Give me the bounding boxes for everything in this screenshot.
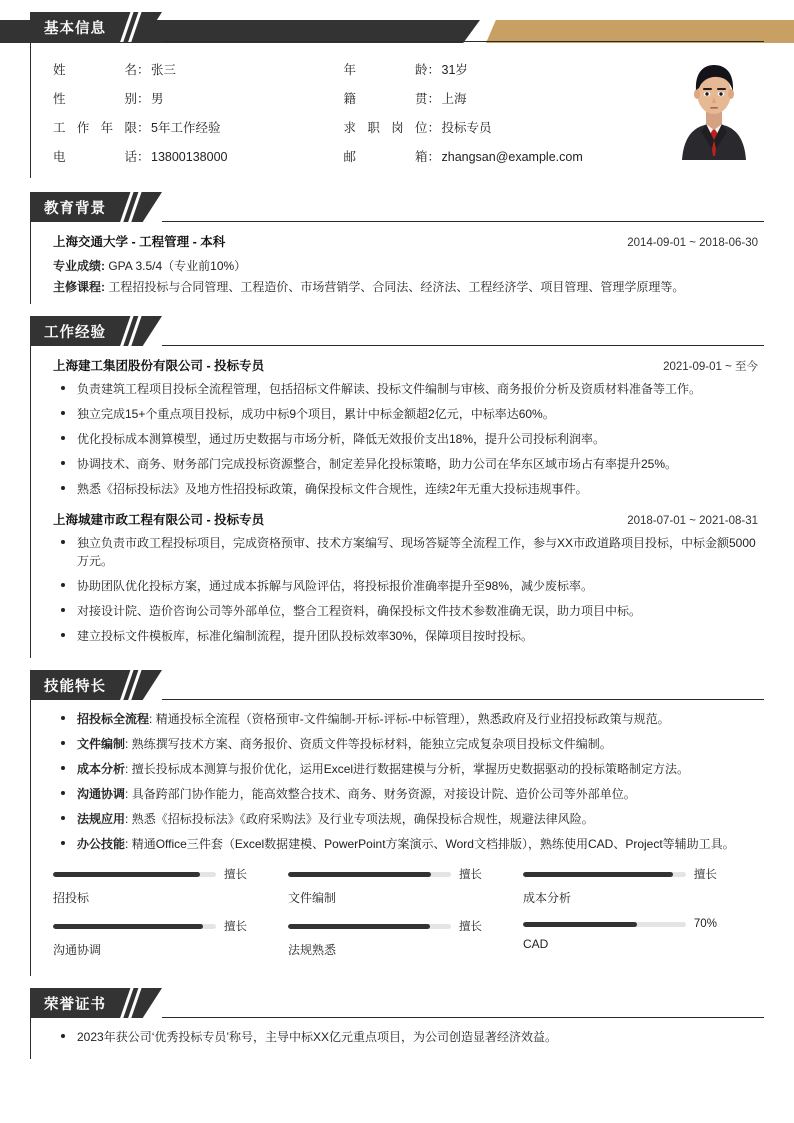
skill-bar-fill bbox=[288, 872, 431, 877]
work-bullet-list bbox=[57, 534, 764, 645]
skill-bar-track bbox=[288, 872, 451, 877]
section-title-skills: 技能特长 bbox=[30, 670, 116, 700]
skill-bar-label: 成本分析 bbox=[522, 891, 571, 905]
skill-bar-track bbox=[523, 922, 686, 927]
list-item: 优化投标成本测算模型，通过历史数据与市场分析，降低无效报价支出18%，提升公司投标利润率。 bbox=[57, 430, 764, 448]
info-row bbox=[344, 143, 635, 172]
info-value-phone: 13800138000 bbox=[151, 150, 228, 164]
skill-bar-fill bbox=[53, 872, 200, 877]
skill-bar-track bbox=[53, 924, 216, 929]
skill-bar-track bbox=[523, 872, 686, 877]
education-courses-label: 主修课程: bbox=[53, 280, 105, 294]
skill-bar-item bbox=[53, 918, 288, 958]
info-row bbox=[53, 114, 344, 143]
skill-name: 招投标全流程 bbox=[77, 712, 150, 726]
skill-bar-row bbox=[53, 866, 254, 882]
list-item: 2023年获公司‘优秀投标专员’称号，主导中标XX亿元重点项目，为公司创造显著经济效益。 bbox=[57, 1028, 764, 1046]
section-title-honors: 荣誉证书 bbox=[30, 988, 116, 1018]
skill-colon: : bbox=[125, 837, 132, 851]
section-rule bbox=[162, 988, 794, 1018]
info-colon: ： bbox=[427, 150, 441, 164]
info-value-experience: 5年工作经验 bbox=[151, 121, 221, 135]
info-label: 工 作 年 限 bbox=[53, 121, 137, 135]
skill-name: 成本分析 bbox=[77, 762, 126, 776]
skill-bar-label: 法规熟悉 bbox=[287, 943, 336, 957]
section-education bbox=[0, 192, 794, 304]
skill-bar-fill bbox=[523, 872, 673, 877]
section-body-education bbox=[30, 222, 764, 304]
section-body-work bbox=[30, 346, 764, 658]
section-header-honors bbox=[30, 988, 794, 1018]
skill-colon: : bbox=[125, 737, 132, 751]
skill-bar-row bbox=[53, 918, 254, 934]
section-rule bbox=[162, 192, 794, 222]
skill-bar-item bbox=[523, 918, 758, 958]
section-body-skills bbox=[30, 700, 764, 976]
work-date: 2021-09-01 ~ 至今 bbox=[663, 361, 758, 373]
info-row bbox=[53, 56, 344, 85]
info-colon: ： bbox=[137, 63, 150, 77]
work-entry bbox=[53, 356, 764, 498]
skill-bar-label: CAD bbox=[522, 937, 549, 951]
info-row bbox=[53, 85, 344, 114]
info-colon: ： bbox=[427, 92, 441, 106]
skill-bar-track bbox=[53, 872, 216, 877]
section-slant-decor-icon bbox=[116, 670, 162, 700]
skill-desc: 精通Office三件套（Excel数据建模、PowerPoint方案演示、Word文档排版），熟练使用CAD、Project等辅助工具。 bbox=[131, 837, 735, 851]
list-item: 熟悉《招标投标法》及地方性招投标政策，确保投标文件合规性，连续2年无重大投标违规事件。 bbox=[57, 480, 764, 498]
work-date: 2018-07-01 ~ 2021-08-31 bbox=[627, 515, 758, 527]
skill-bar-fill bbox=[53, 924, 203, 929]
skill-bar-item bbox=[288, 866, 523, 906]
skill-bar-label: 招投标 bbox=[53, 891, 90, 905]
avatar bbox=[672, 52, 756, 160]
info-value-email: zhangsan@example.com bbox=[441, 150, 583, 164]
info-value-gender: 男 bbox=[151, 92, 164, 106]
list-item bbox=[57, 710, 764, 728]
section-title-basic-info: 基本信息 bbox=[30, 12, 116, 42]
work-entry-header bbox=[53, 356, 764, 374]
section-header-skills bbox=[30, 670, 794, 700]
info-row bbox=[344, 85, 635, 114]
basic-info-grid bbox=[53, 52, 764, 172]
education-courses-value: 工程招投标与合同管理、工程造价、市场营销学、合同法、经济法、工程经济学、项目管理、管理学原理等。 bbox=[108, 280, 685, 294]
work-headline: 上海城建市政工程有限公司 - 投标专员 bbox=[53, 513, 265, 527]
section-skills bbox=[0, 670, 794, 976]
skill-desc: 熟悉《招标投标法》《政府采购法》及行业专项法规，确保投标合规性，规避法律风险。 bbox=[131, 812, 594, 826]
info-value-hometown: 上海 bbox=[441, 92, 467, 106]
section-rule bbox=[162, 670, 794, 700]
section-slant-decor-icon bbox=[116, 192, 162, 222]
list-item bbox=[57, 735, 764, 753]
info-colon: ： bbox=[137, 121, 150, 135]
section-rule bbox=[162, 316, 794, 346]
info-label: 性 别 bbox=[53, 92, 137, 106]
section-slant-decor-icon bbox=[116, 12, 162, 42]
list-item: 负责建筑工程项目投标全流程管理，包括招标文件解读、投标文件编制与审核、商务报价分析及资质材料准备等工作。 bbox=[57, 380, 764, 398]
info-row bbox=[53, 143, 344, 172]
skill-bar-row bbox=[523, 866, 724, 882]
section-honors bbox=[0, 988, 794, 1059]
education-gpa-label: 专业成绩: bbox=[53, 259, 105, 273]
section-title-education: 教育背景 bbox=[30, 192, 116, 222]
education-gpa-value: GPA 3.5/4（专业前10%） bbox=[108, 259, 247, 273]
info-value-position: 投标专员 bbox=[441, 121, 492, 135]
list-item bbox=[57, 760, 764, 778]
info-colon: ： bbox=[427, 63, 441, 77]
skill-bar-value: 擅长 bbox=[223, 921, 247, 933]
basic-info-right-column bbox=[344, 56, 635, 172]
education-date: 2014-09-01 ~ 2018-06-30 bbox=[627, 237, 758, 249]
section-body-basic-info bbox=[30, 42, 764, 178]
skill-bullet-list bbox=[57, 710, 764, 853]
skill-name: 沟通协调 bbox=[77, 787, 126, 801]
info-row bbox=[344, 56, 635, 85]
honor-bullet-list bbox=[57, 1028, 764, 1046]
skill-bar-value: 擅长 bbox=[223, 869, 247, 881]
skill-colon: : bbox=[125, 762, 132, 776]
skill-desc: 精通投标全流程（资格预审-文件编制-开标-评标-中标管理），熟悉政府及行业招投标政策与规范。 bbox=[155, 712, 670, 726]
education-headline: 上海交通大学 - 工程管理 - 本科 bbox=[53, 235, 226, 249]
section-header-education bbox=[30, 192, 794, 222]
skill-name: 办公技能 bbox=[77, 837, 126, 851]
skill-name: 法规应用 bbox=[77, 812, 126, 826]
skill-bar-fill bbox=[523, 922, 637, 927]
list-item: 独立负责市政工程投标项目，完成资格预审、技术方案编写、现场答疑等全流程工作，参与XX市政道路项目投标，中标金额5000万元。 bbox=[57, 534, 764, 570]
skill-name: 文件编制 bbox=[77, 737, 126, 751]
work-entry bbox=[53, 510, 764, 645]
info-colon: ： bbox=[137, 92, 150, 106]
list-item: 独立完成15+个重点项目投标，成功中标9个项目，累计中标金额超2亿元，中标率达60%。 bbox=[57, 405, 764, 423]
list-item: 协助团队优化投标方案，通过成本拆解与风险评估，将投标报价准确率提升至98%，减少废标率。 bbox=[57, 577, 764, 595]
skill-bar-grid bbox=[53, 860, 764, 970]
info-label: 籍 贯 bbox=[343, 92, 428, 106]
skill-bar-item bbox=[288, 918, 523, 958]
skill-bar-row bbox=[288, 918, 489, 934]
skill-bar-label: 沟通协调 bbox=[53, 943, 102, 957]
skill-bar-row bbox=[523, 918, 724, 930]
info-value-age: 31岁 bbox=[441, 63, 468, 77]
info-value-name: 张三 bbox=[151, 63, 177, 77]
info-label: 电 话 bbox=[53, 150, 137, 164]
section-basic-info bbox=[0, 12, 794, 178]
skill-bar-fill bbox=[288, 924, 430, 929]
list-item: 协调技术、商务、财务部门完成投标资源整合，制定差异化投标策略，助力公司在华东区域市场占有率提升25%。 bbox=[57, 455, 764, 473]
skill-desc: 具备跨部门协作能力，能高效整合技术、商务、财务资源，对接设计院、造价公司等外部单位。 bbox=[131, 787, 636, 801]
list-item: 对接设计院、造价咨询公司等外部单位，整合工程资料，确保投标文件技术参数准确无误，助力项目中标。 bbox=[57, 602, 764, 620]
info-row bbox=[344, 114, 635, 143]
skill-bar-item bbox=[523, 866, 758, 906]
skill-colon: : bbox=[125, 787, 132, 801]
info-colon: ： bbox=[137, 150, 150, 164]
section-slant-decor-icon bbox=[116, 988, 162, 1018]
skill-bar-value: 擅长 bbox=[458, 869, 482, 881]
section-body-honors bbox=[30, 1018, 764, 1059]
skill-colon: : bbox=[125, 812, 132, 826]
education-gpa-row bbox=[53, 256, 764, 277]
work-entry-header bbox=[53, 510, 764, 528]
section-rule bbox=[162, 12, 794, 42]
work-headline: 上海建工集团股份有限公司 - 投标专员 bbox=[53, 359, 265, 373]
skill-bar-label: 文件编制 bbox=[287, 891, 336, 905]
list-item bbox=[57, 810, 764, 828]
skill-bar-value: 擅长 bbox=[693, 869, 717, 881]
skill-desc: 擅长投标成本测算与报价优化，运用Excel进行数据建模与分析，掌握历史数据驱动的投标策略制定方法。 bbox=[131, 762, 690, 776]
skill-colon: : bbox=[149, 712, 156, 726]
education-entry-header bbox=[53, 232, 764, 250]
list-item bbox=[57, 785, 764, 803]
skill-bar-item bbox=[53, 866, 288, 906]
list-item: 建立投标文件模板库，标准化编制流程，提升团队投标效率30%，保障项目按时投标。 bbox=[57, 627, 764, 645]
section-work-experience bbox=[0, 316, 794, 658]
skill-desc: 熟练撰写技术方案、商务报价、资质文件等投标材料，能独立完成复杂项目投标文件编制。 bbox=[131, 737, 612, 751]
info-label: 年 龄 bbox=[343, 63, 428, 77]
info-label: 姓 名 bbox=[53, 63, 137, 77]
section-slant-decor-icon bbox=[116, 316, 162, 346]
skill-bar-row bbox=[288, 866, 489, 882]
skill-bar-value: 擅长 bbox=[458, 921, 482, 933]
info-label: 求 职 岗 位 bbox=[343, 121, 428, 135]
list-item bbox=[57, 835, 764, 853]
info-label: 邮 箱 bbox=[343, 150, 428, 164]
education-courses-row bbox=[53, 277, 764, 298]
skill-bar-value: 70% bbox=[693, 918, 717, 930]
section-title-work: 工作经验 bbox=[30, 316, 116, 346]
work-bullet-list bbox=[57, 380, 764, 498]
skill-bar-track bbox=[288, 924, 451, 929]
basic-info-left-column bbox=[53, 56, 344, 172]
section-header-work bbox=[30, 316, 794, 346]
info-colon: ： bbox=[427, 121, 441, 135]
section-header-basic-info bbox=[30, 12, 794, 42]
portrait-photo-icon bbox=[672, 52, 756, 160]
